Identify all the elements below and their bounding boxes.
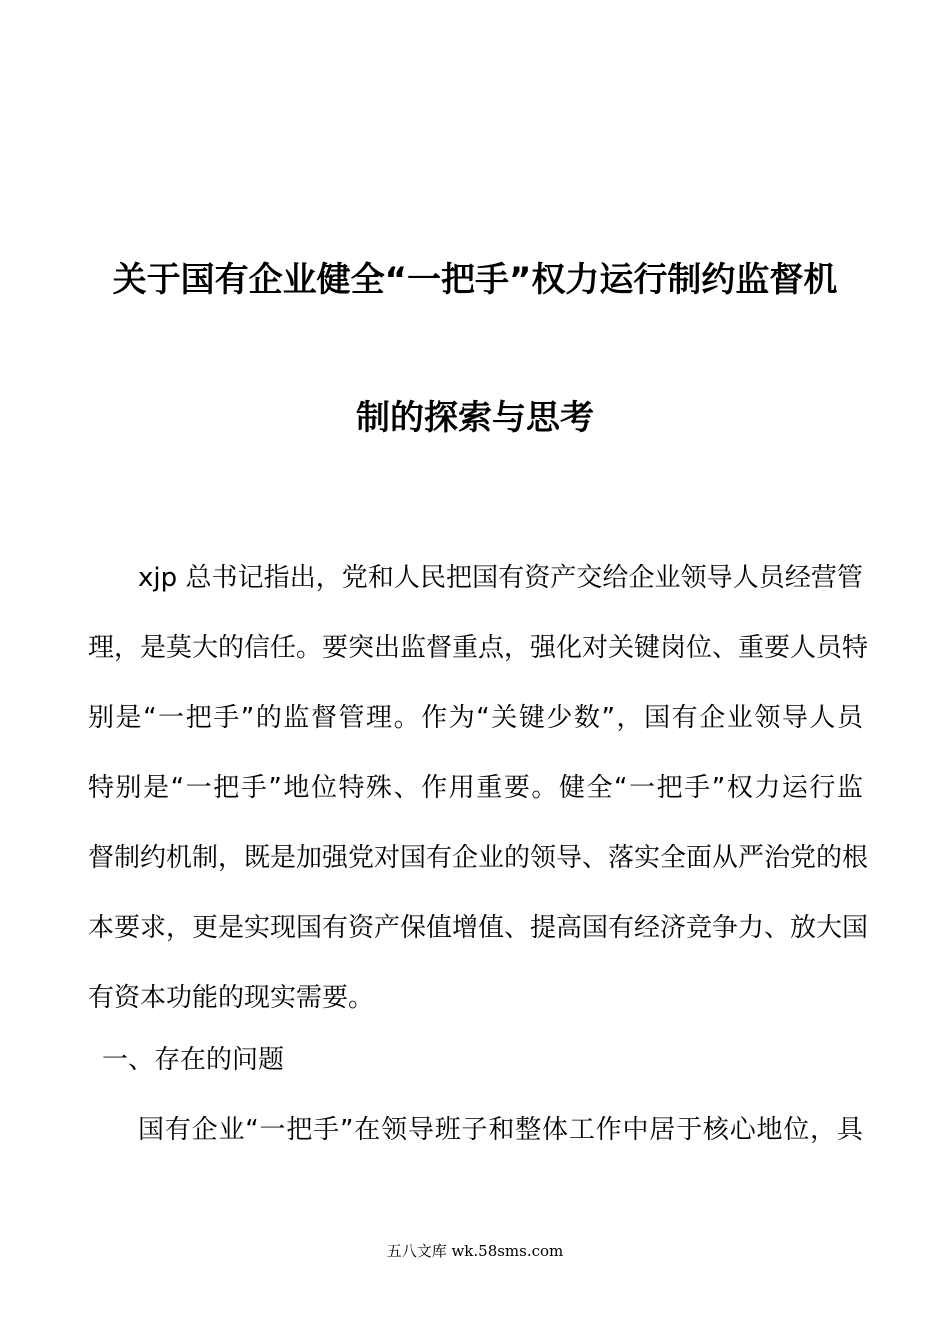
paragraph-1 [88,543,869,1033]
paragraph-1-line-3: 别是“一把手”的监督管理。作为“关键少数”，国有企业领导人员 [88,703,863,733]
paragraph-1-line-4: 特别是“一把手”地位特殊、作用重要。健全“一把手”权力运行监 [88,773,863,803]
document-title-line-2: 制的探索与思考 [356,398,594,438]
paragraph-1-line-5: 督制约机制，既是加强党对国有企业的领导、落实全面从严治党的根 [88,843,869,873]
paragraph-1-line-6: 本要求，更是实现国有资产保值增值、提高国有经济竞争力、放大国 [88,913,869,943]
document-title-line-1: 关于国有企业健全“一把手”权力运行制约监督机 [112,260,838,300]
paragraph-2-line-1: 国有企业“一把手”在领导班子和整体工作中居于核心地位，具 [138,1115,863,1145]
paragraph-2 [88,1110,863,1150]
paragraph-1-line-1: xjp 总书记指出，党和人民把国有资产交给企业领导人员经营管 [138,563,863,593]
paragraph-1-line-2: 理，是莫大的信任。要突出监督重点，强化对关键岗位、重要人员特 [88,633,869,663]
paragraph-1-line-7: 有资本功能的现实需要。 [88,983,375,1013]
section-heading: 一、存在的问题 [102,1045,285,1075]
footer-watermark: 五八文库 wk.58sms.com [386,1242,564,1260]
